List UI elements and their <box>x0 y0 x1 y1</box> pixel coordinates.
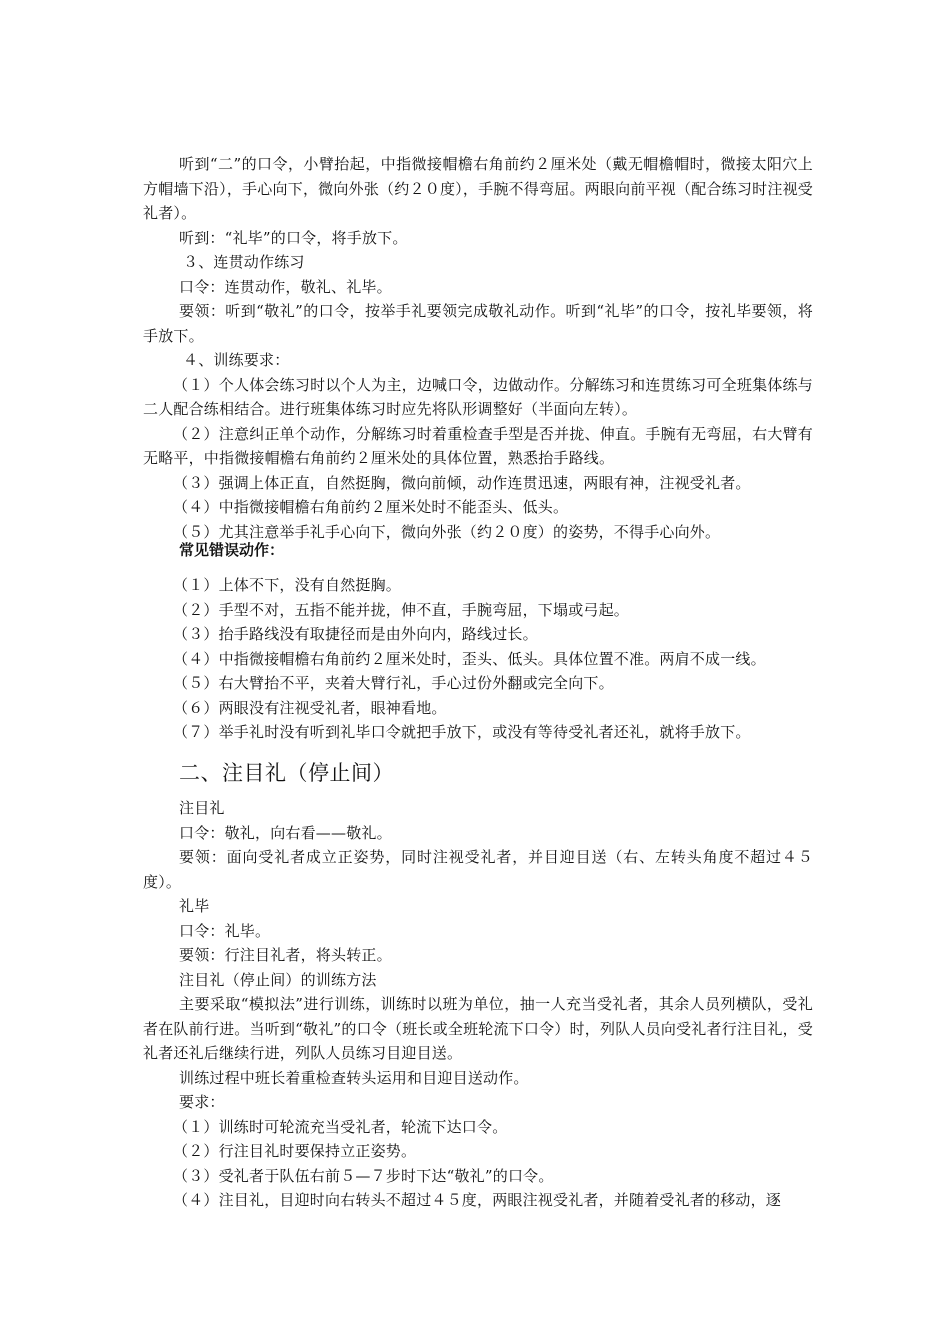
requirement-item-3: （３）强调上体正直，自然挺胸，微向前倾，动作连贯迅速，两眼有神，注视受礼者。 <box>173 473 751 492</box>
paragraph-inspection: 训练过程中班长着重检查转头运用和目迎目送动作。 <box>179 1068 529 1087</box>
requirement-item-2: （２）行注目礼时要保持立正姿势。 <box>173 1142 417 1160</box>
error-item-5: （５）右大臂抬不平，夹着大臂行礼，手心过份外翻或完全向下。 <box>173 674 614 692</box>
common-errors-list <box>143 573 813 745</box>
error-item-4: （４）中指微接帽檐右角前约２厘米处时，歪头、低头。具体位置不准。两肩不成一线。 <box>173 649 766 668</box>
error-item-1: （１）上体不下，没有自然挺胸。 <box>173 576 402 594</box>
error-item-2: （２）手型不对，五指不能并拢，伸不直，手腕弯屈，下塌或弓起。 <box>173 600 630 619</box>
paragraph-command-finish: 口令：礼毕。 <box>179 921 271 940</box>
paragraph-step-two: 听到“二”的口令，小臂抬起，中指微接帽檐右角前约２厘米处（戴无帽檐帽时，微接太阳穴上方帽墙下沿），手心向下，微向外张（约２０度），手腕不得弯屈。两眼向前平视（配合练习时注视受礼者）。 <box>143 155 813 222</box>
heading-training-requirements: ４、训练要求： <box>183 351 290 369</box>
requirement-item-1: （１）个人体会练习时以个人为主，边喊口令，边做动作。分解练习和连贯练习可全班集体练与二人配合练相结合。进行班集体练习时应先将队形调整好（半面向左转）。 <box>143 375 813 418</box>
paragraph-key-points: 要领：听到“敬礼”的口令，按举手礼要领完成敬礼动作。听到“礼毕”的口令，按礼毕要领，将手放下。 <box>143 302 813 345</box>
salute-steps-section <box>143 152 813 544</box>
requirement-item-3: （３）受礼者于队伍右前５—７步时下达“敬礼”的口令。 <box>173 1166 554 1185</box>
subheading-requirements: 要求： <box>179 1093 225 1111</box>
common-errors-heading: 常见错误动作： <box>179 541 285 559</box>
section-title: 二、注目礼（停止间） <box>179 761 394 785</box>
error-item-6: （６）两眼没有注视受礼者，眼神看地。 <box>173 698 447 717</box>
error-item-3: （３）抬手路线没有取捷径而是由外向内，路线过长。 <box>173 625 538 643</box>
paragraph-training-method: 主要采取“模拟法”进行训练，训练时以班为单位，抽一人充当受礼者，其余人员列横队，受礼者在队前行进。当听到“敬礼”的口令（班长或全班轮流下口令）时，列队人员向受礼者行注目礼，受礼者还礼后继续行进，列队人员练习目迎目送。 <box>143 995 813 1062</box>
requirement-item-4: （４）注目礼，目迎时向右转头不超过４５度，两眼注视受礼者，并随着受礼者的移动，逐 <box>173 1191 782 1209</box>
subheading-attention-salute: 注目礼 <box>179 799 225 817</box>
paragraph-key-points: 要领：面向受礼者成立正姿势，同时注视受礼者，并目迎目送（右、左转头角度不超过４５度）。 <box>143 848 813 891</box>
error-item-7: （７）举手礼时没有听到礼毕口令就把手放下，或没有等待受礼者还礼，就将手放下。 <box>173 723 751 741</box>
paragraph-key-points-finish: 要领：行注目礼者，将头转正。 <box>179 946 392 964</box>
requirement-item-4: （４）中指微接帽檐右角前约２厘米处时不能歪头、低头。 <box>173 498 569 516</box>
subheading-salute-finish: 礼毕 <box>179 897 210 915</box>
requirement-item-5: （５）尤其注意举手礼手心向下，微向外张（约２０度）的姿势，不得手心向外。 <box>173 522 721 541</box>
heading-continuous-practice: ３、连贯动作练习 <box>183 253 305 271</box>
paragraph-salute-finish: 听到：“礼毕”的口令，将手放下。 <box>179 228 408 247</box>
common-errors-heading-block <box>143 538 813 562</box>
section-title-block <box>143 758 813 788</box>
paragraph-command: 口令：敬礼，向右看——敬礼。 <box>179 823 392 842</box>
subheading-training-method: 注目礼（停止间）的训练方法 <box>179 970 377 989</box>
requirement-item-1: （１）训练时可轮流充当受礼者，轮流下达口令。 <box>173 1117 508 1136</box>
paragraph-command: 口令：连贯动作，敬礼、礼毕。 <box>179 277 392 296</box>
requirement-item-2: （２）注意纠正单个动作，分解练习时着重检查手型是否并拢、伸直。手腕有无弯屈，右大臂有无略平，中指微接帽檐右角前约２厘米处的具体位置，熟悉抬手路线。 <box>143 424 813 467</box>
attention-salute-section <box>143 796 813 1213</box>
